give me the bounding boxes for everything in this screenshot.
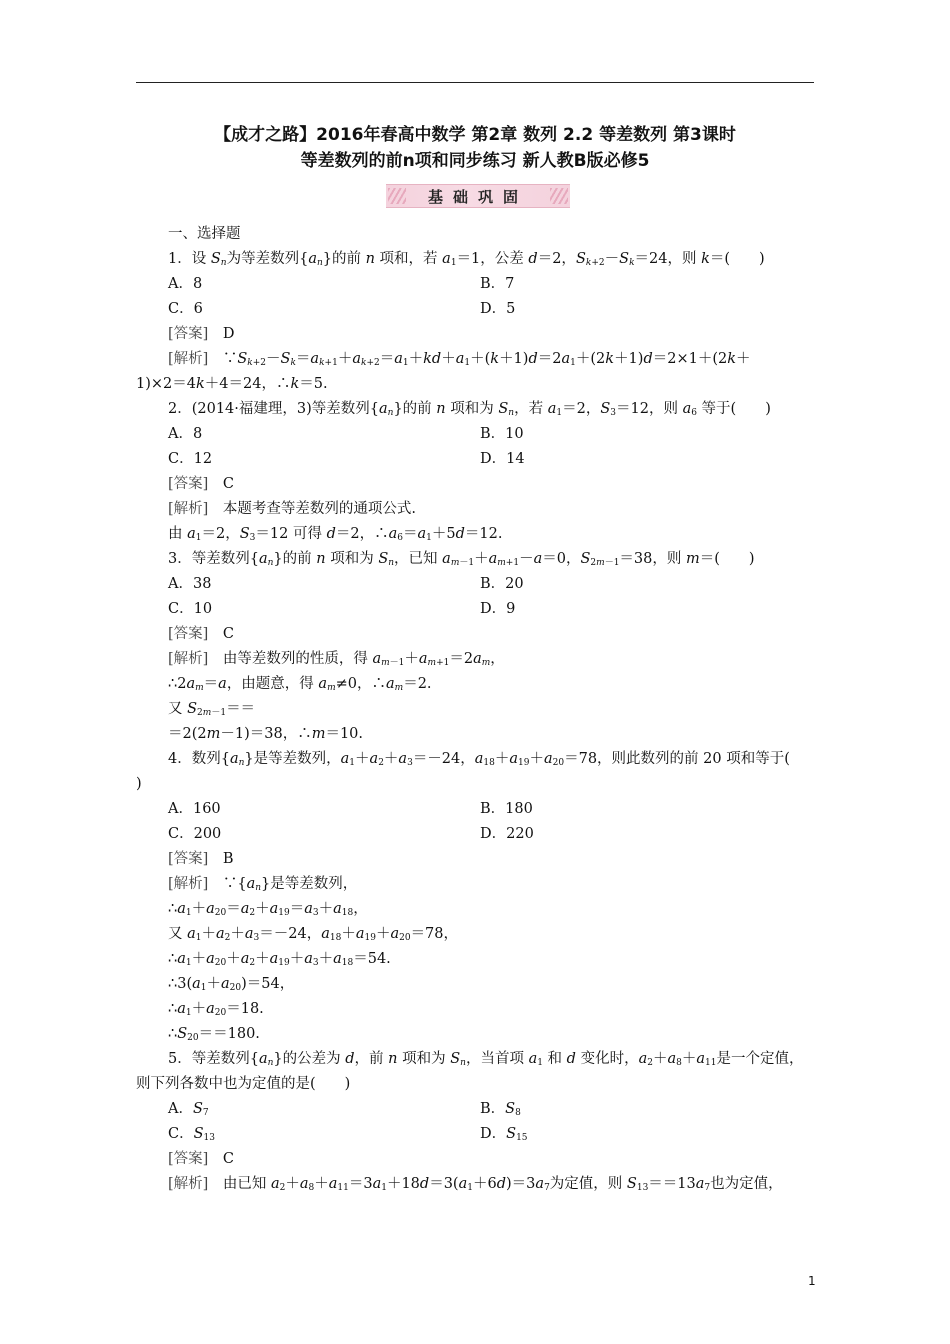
text-line: D．9 [480,601,516,617]
text-line: $\therefore 2a_m=a$，由题意，得 $a_m\ne 0$，$\therefore a_m=2$. [168,676,432,693]
text-line: 4．数列$\{a_n\}$是等差数列，$a_1+a_2+a_3=-24$，$a_{18}+a_{19}+a_{20}=78$，则此数列的前 20 项和等于( [168,751,790,768]
text-line: [解析] $\because S_{k+2}-S_k=a_{k+1}+a_{k+2}=a_1+kd+a_1+(k+1)d=2a_1+(2k+1)d=2\times 1+(2k+$ [168,351,751,368]
text-line: [答案] D [168,326,235,342]
text-line: A．8 [168,276,203,292]
text-line: B．10 [480,426,524,442]
banner-stripe-right [550,188,568,204]
section-banner [386,184,570,208]
text-line: 1)×2＝4k＋4＝24，∴k＝5. [136,376,328,392]
text-line: C．10 [168,601,213,617]
text-line: B．20 [480,576,524,592]
text-line: $\therefore a_1+a_{20}=a_2+a_{19}=a_3+a_{18}$， [168,901,368,918]
text-line: $\therefore a_1+a_{20}=18$. [168,1001,264,1018]
text-line: [答案] C [168,476,234,492]
text-line: 1．设 $S_n$为等差数列$\{a_n\}$的前 n 项和，若 $a_1=1$，公差 d＝2，$S_{k+2}-S_k=24$，则 k＝( ) [168,251,765,268]
text-line: 又 $S_{2m-1}==$ [168,701,256,718]
text-line: B．$S_8$ [480,1101,521,1118]
page-number: 1 [808,1274,816,1288]
text-line: $\therefore a_1+a_{20}+a_2+a_{19}+a_3+a_{18}=54$. [168,951,391,968]
text-line: D．5 [480,301,516,317]
text-line: $\therefore 3(a_1+a_{20})=54$， [168,976,295,993]
text-line: 又 $a_1+a_2+a_3=-24$，$a_{18}+a_{19}+a_{20}=78$， [168,926,459,943]
text-line: 则下列各数中也为定值的是( ) [136,1076,351,1092]
text-line: [答案] C [168,1151,234,1167]
text-line: D．220 [480,826,534,842]
text-line: 3．等差数列$\{a_n\}$的前 n 项和为 $S_n$，已知 $a_{m-1}+a_{m+1}-a=0$，$S_{2m-1}=38$，则 m＝( ) [168,551,755,568]
text-line: [解析] 由已知 $a_2+a_8+a_{11}=3a_1+18d=3(a_1+6d)=3a_7$为定值，则 $S_{13}==13a_7$也为定值， [168,1176,783,1193]
text-line: B．7 [480,276,515,292]
text-line: 由 $a_1=2$，$S_3=12$ 可得 d＝2，$\therefore a_6=a_1+5d=12$. [168,526,503,543]
text-line: D．14 [480,451,525,467]
text-line: $\therefore S_{20}==180$. [168,1026,260,1043]
section-banner-label: 基础巩固 [427,188,528,206]
text-line: ) [136,776,142,792]
text-line: C．12 [168,451,213,467]
text-line: [解析] 本题考查等差数列的通项公式. [168,501,416,517]
text-line: A．8 [168,426,203,442]
text-line: B．180 [480,801,533,817]
text-line: [解析] 由等差数列的性质，得 $a_{m-1}+a_{m+1}=2a_m$， [168,651,505,668]
text-line: ＝2(2m－1)＝38，∴m＝10. [168,726,364,742]
text-line: 5．等差数列$\{a_n\}$的公差为 d，前 n 项和为 $S_n$，当首项 $a_1$ 和 d 变化时，$a_2+a_8+a_{11}$是一个定值， [168,1051,804,1068]
text-line: 一、选择题 [168,226,241,242]
doc-title-line2: 等差数列的前n项和同步练习 新人教B版必修5 [300,151,650,171]
text-line: [答案] C [168,626,234,642]
header-rule [136,82,814,83]
text-line: 2．(2014·福建理，3)等差数列$\{a_n\}$的前 n 项和为 $S_n$，若 $a_1=2$，$S_3=12$，则 $a_6$ 等于( ) [168,401,771,418]
doc-title-line1: 【成才之路】2016年春高中数学 第2章 数列 2.2 等差数列 第3课时 [214,125,736,145]
text-line: A．160 [168,801,221,817]
text-line: C．200 [168,826,222,842]
text-line: D．$S_{15}$ [480,1126,528,1143]
text-line: A．38 [168,576,212,592]
text-line: A．$S_7$ [168,1101,209,1118]
text-line: [答案] B [168,851,234,867]
text-line: [解析] $\because\{a_n\}$是等差数列， [168,876,358,893]
text-line: C．6 [168,301,203,317]
text-line: C．$S_{13}$ [168,1126,215,1143]
